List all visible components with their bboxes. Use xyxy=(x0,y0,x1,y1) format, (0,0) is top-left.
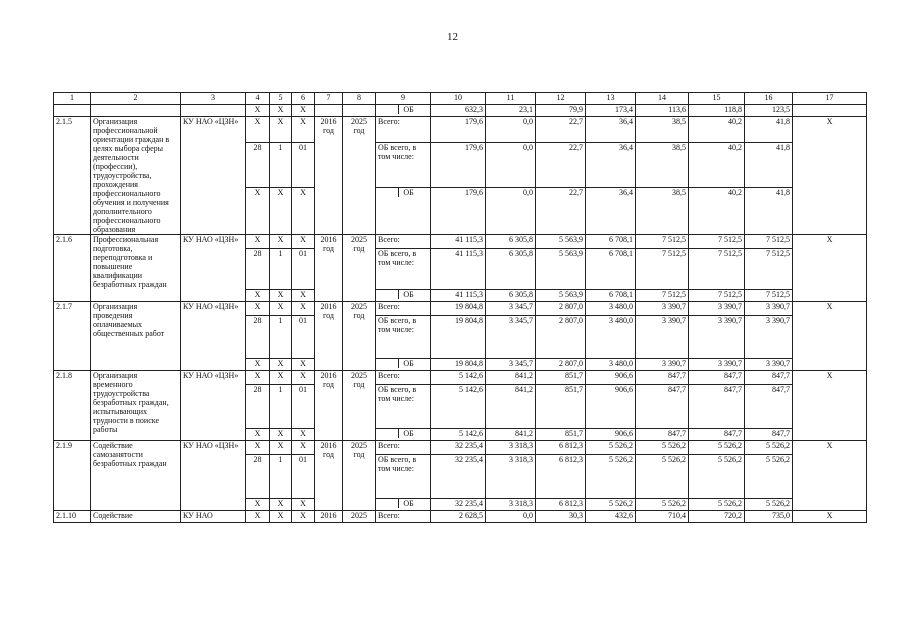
code-cell: X xyxy=(270,117,292,143)
amount-cell: 3 390,7 xyxy=(636,302,689,316)
source-label: ОБ всего, в том числе: xyxy=(376,316,431,359)
amount-cell: 179,6 xyxy=(431,117,486,143)
amount-cell: 3 390,7 xyxy=(745,359,793,371)
amount-cell: 847,7 xyxy=(745,429,793,441)
amount-cell: 2 807,0 xyxy=(536,316,586,359)
amount-cell: 3 390,7 xyxy=(636,359,689,371)
source-label-text: ОБ xyxy=(398,359,413,368)
amount-cell: 720,2 xyxy=(689,511,745,523)
code-cell: X xyxy=(246,429,270,441)
amount-cell: 22,7 xyxy=(536,142,586,187)
amount-cell: 5 526,2 xyxy=(586,441,636,455)
amount-cell: 0,0 xyxy=(486,117,536,143)
code-cell: 01 xyxy=(292,455,315,499)
amount-cell: 41,8 xyxy=(745,142,793,187)
column-header: 16 xyxy=(745,93,793,105)
amount-cell: 5 563,9 xyxy=(536,290,586,302)
row-number: 2.1.6 xyxy=(54,235,91,302)
amount-cell: 906,6 xyxy=(586,385,636,429)
amount-cell: 7 512,5 xyxy=(745,249,793,290)
amount-cell: 79,9 xyxy=(536,105,586,117)
amount-cell: 847,7 xyxy=(689,371,745,385)
amount-cell: 41 115,3 xyxy=(431,290,486,302)
amount-cell: 19 804,8 xyxy=(431,316,486,359)
code-cell: 1 xyxy=(270,142,292,187)
amount-cell: 5 563,9 xyxy=(536,235,586,249)
amount-cell: 40,2 xyxy=(689,187,745,234)
budget-row xyxy=(54,235,867,249)
source-label xyxy=(376,290,431,302)
source-label xyxy=(376,187,431,234)
code-cell: X xyxy=(292,235,315,249)
amount-cell: 851,7 xyxy=(536,385,586,429)
amount-cell: 179,6 xyxy=(431,187,486,234)
code-cell: 1 xyxy=(270,385,292,429)
amount-cell: 432,6 xyxy=(586,511,636,523)
code-cell: X xyxy=(270,105,292,117)
amount-cell: 847,7 xyxy=(689,385,745,429)
amount-cell: 7 512,5 xyxy=(745,290,793,302)
budget-row xyxy=(54,511,867,523)
amount-cell: 0,0 xyxy=(486,511,536,523)
column-header: 6 xyxy=(292,93,315,105)
budget-row xyxy=(54,302,867,316)
executor: КУ НАО xyxy=(181,511,246,523)
amount-cell: 5 142,6 xyxy=(431,385,486,429)
code-cell: X xyxy=(292,429,315,441)
code-cell: X xyxy=(270,290,292,302)
code-cell: X xyxy=(292,105,315,117)
code-cell: X xyxy=(246,302,270,316)
note-cell: X xyxy=(793,302,867,371)
amount-cell: 841,2 xyxy=(486,385,536,429)
code-cell: X xyxy=(292,511,315,523)
amount-cell: 6 305,8 xyxy=(486,235,536,249)
amount-cell: 7 512,5 xyxy=(689,249,745,290)
amount-cell: 5 526,2 xyxy=(586,455,636,499)
amount-cell: 6 708,1 xyxy=(586,290,636,302)
end-year: 2025 год xyxy=(343,371,376,441)
row-number: 2.1.9 xyxy=(54,441,91,511)
column-header: 15 xyxy=(689,93,745,105)
code-cell: 28 xyxy=(246,249,270,290)
amount-cell: 6 812,3 xyxy=(536,499,586,511)
amount-cell: 41,8 xyxy=(745,117,793,143)
amount-cell: 3 390,7 xyxy=(745,316,793,359)
amount-cell: 5 526,2 xyxy=(745,499,793,511)
amount-cell: 3 318,3 xyxy=(486,455,536,499)
source-label: Всего: xyxy=(376,371,431,385)
amount-cell: 6 305,8 xyxy=(486,290,536,302)
amount-cell: 40,2 xyxy=(689,142,745,187)
amount-cell: 6 812,3 xyxy=(536,455,586,499)
amount-cell: 3 480,0 xyxy=(586,316,636,359)
amount-cell: 5 526,2 xyxy=(689,455,745,499)
code-cell: X xyxy=(270,359,292,371)
code-cell: 28 xyxy=(246,142,270,187)
amount-cell: 2 628,5 xyxy=(431,511,486,523)
event-name: Организация профессиональной ориентации граждан в целях выбора сферы деятельности (профессии), трудоустройства, прохождения профессионального обучения и получения дополнительного профессионального образования xyxy=(91,117,181,235)
amount-cell: 851,7 xyxy=(536,371,586,385)
end-year: 2025 год xyxy=(343,441,376,511)
event-name xyxy=(91,105,181,117)
note-cell: X xyxy=(793,371,867,441)
start-year: 2016 год xyxy=(315,235,343,302)
source-label: Всего: xyxy=(376,441,431,455)
amount-cell: 40,2 xyxy=(689,117,745,143)
amount-cell: 6 305,8 xyxy=(486,249,536,290)
budget-row xyxy=(54,441,867,455)
source-label: Всего: xyxy=(376,302,431,316)
amount-cell: 3 390,7 xyxy=(689,302,745,316)
amount-cell: 847,7 xyxy=(636,371,689,385)
amount-cell: 0,0 xyxy=(486,142,536,187)
code-cell: X xyxy=(246,511,270,523)
event-name: Содействие xyxy=(91,511,181,523)
source-label: Всего: xyxy=(376,117,431,143)
code-cell: X xyxy=(246,499,270,511)
amount-cell: 32 235,4 xyxy=(431,455,486,499)
amount-cell: 5 526,2 xyxy=(636,455,689,499)
code-cell: 28 xyxy=(246,385,270,429)
amount-cell: 7 512,5 xyxy=(745,235,793,249)
code-cell: 1 xyxy=(270,249,292,290)
executor xyxy=(181,105,246,117)
amount-cell: 36,4 xyxy=(586,117,636,143)
code-cell: X xyxy=(246,117,270,143)
source-label-text: ОБ xyxy=(398,499,413,508)
executor: КУ НАО «ЦЗН» xyxy=(181,235,246,302)
amount-cell: 41,8 xyxy=(745,187,793,234)
header-row xyxy=(54,93,867,105)
amount-cell: 23,1 xyxy=(486,105,536,117)
event-name: Организация временного трудоустройства безработных граждан, испытывающих трудности в поиске работы xyxy=(91,371,181,441)
column-header: 8 xyxy=(343,93,376,105)
code-cell: 01 xyxy=(292,142,315,187)
amount-cell: 36,4 xyxy=(586,187,636,234)
amount-cell: 632,3 xyxy=(431,105,486,117)
amount-cell: 41 115,3 xyxy=(431,235,486,249)
end-year: 2025 год xyxy=(343,235,376,302)
amount-cell: 735,0 xyxy=(745,511,793,523)
code-cell: X xyxy=(246,105,270,117)
amount-cell: 3 345,7 xyxy=(486,302,536,316)
source-label: Всего: xyxy=(376,235,431,249)
continuation-row xyxy=(54,105,867,117)
amount-cell: 19 804,8 xyxy=(431,359,486,371)
code-cell: 01 xyxy=(292,249,315,290)
source-label-text: ОБ xyxy=(398,188,413,197)
amount-cell: 5 526,2 xyxy=(745,441,793,455)
start-year xyxy=(315,105,343,117)
code-cell: X xyxy=(270,511,292,523)
amount-cell: 7 512,5 xyxy=(636,235,689,249)
amount-cell: 38,5 xyxy=(636,187,689,234)
code-cell: X xyxy=(246,359,270,371)
amount-cell: 5 526,2 xyxy=(745,455,793,499)
amount-cell: 5 526,2 xyxy=(636,441,689,455)
row-number: 2.1.5 xyxy=(54,117,91,235)
amount-cell: 41 115,3 xyxy=(431,249,486,290)
code-cell: X xyxy=(292,117,315,143)
amount-cell: 5 563,9 xyxy=(536,249,586,290)
amount-cell: 3 345,7 xyxy=(486,316,536,359)
amount-cell: 6 708,1 xyxy=(586,235,636,249)
amount-cell: 36,4 xyxy=(586,142,636,187)
amount-cell: 3 480,0 xyxy=(586,302,636,316)
amount-cell: 3 390,7 xyxy=(745,302,793,316)
column-header: 17 xyxy=(793,93,867,105)
code-cell: X xyxy=(246,441,270,455)
row-number: 2.1.7 xyxy=(54,302,91,371)
amount-cell: 123,5 xyxy=(745,105,793,117)
amount-cell: 0,0 xyxy=(486,187,536,234)
start-year: 2016 год xyxy=(315,371,343,441)
code-cell: 28 xyxy=(246,316,270,359)
column-header: 2 xyxy=(91,93,181,105)
source-label: ОБ всего, в том числе: xyxy=(376,455,431,499)
start-year: 2016 год xyxy=(315,441,343,511)
amount-cell: 6 708,1 xyxy=(586,249,636,290)
amount-cell: 5 526,2 xyxy=(689,441,745,455)
code-cell: X xyxy=(270,187,292,234)
code-cell: X xyxy=(292,290,315,302)
amount-cell: 906,6 xyxy=(586,371,636,385)
executor: КУ НАО «ЦЗН» xyxy=(181,117,246,235)
source-label xyxy=(376,105,431,117)
amount-cell: 841,2 xyxy=(486,429,536,441)
amount-cell: 847,7 xyxy=(636,429,689,441)
column-header: 10 xyxy=(431,93,486,105)
code-cell: 28 xyxy=(246,455,270,499)
code-cell: X xyxy=(292,359,315,371)
end-year xyxy=(343,105,376,117)
amount-cell: 22,7 xyxy=(536,187,586,234)
amount-cell: 3 480,0 xyxy=(586,359,636,371)
amount-cell: 5 142,6 xyxy=(431,429,486,441)
amount-cell: 2 807,0 xyxy=(536,302,586,316)
amount-cell: 38,5 xyxy=(636,142,689,187)
code-cell: X xyxy=(292,499,315,511)
amount-cell: 113,6 xyxy=(636,105,689,117)
start-year: 2016 год xyxy=(315,117,343,235)
note-cell: X xyxy=(793,511,867,523)
amount-cell: 5 526,2 xyxy=(689,499,745,511)
note-cell xyxy=(793,105,867,117)
code-cell: X xyxy=(270,302,292,316)
amount-cell: 7 512,5 xyxy=(636,249,689,290)
end-year: 2025 xyxy=(343,511,376,523)
row-number: 2.1.8 xyxy=(54,371,91,441)
code-cell: 01 xyxy=(292,385,315,429)
code-cell: X xyxy=(270,441,292,455)
amount-cell: 3 345,7 xyxy=(486,359,536,371)
source-label xyxy=(376,429,431,441)
code-cell: X xyxy=(270,235,292,249)
amount-cell: 30,3 xyxy=(536,511,586,523)
amount-cell: 3 318,3 xyxy=(486,441,536,455)
column-header: 5 xyxy=(270,93,292,105)
amount-cell: 3 318,3 xyxy=(486,499,536,511)
source-label-text: ОБ xyxy=(398,105,413,114)
amount-cell: 32 235,4 xyxy=(431,499,486,511)
amount-cell: 847,7 xyxy=(636,385,689,429)
end-year: 2025 год xyxy=(343,302,376,371)
amount-cell: 22,7 xyxy=(536,117,586,143)
source-label: ОБ всего, в том числе: xyxy=(376,385,431,429)
amount-cell: 38,5 xyxy=(636,117,689,143)
amount-cell: 3 390,7 xyxy=(689,359,745,371)
column-header: 13 xyxy=(586,93,636,105)
amount-cell: 3 390,7 xyxy=(689,316,745,359)
start-year: 2016 год xyxy=(315,302,343,371)
page-number: 12 xyxy=(447,31,458,43)
code-cell: X xyxy=(270,499,292,511)
amount-cell: 3 390,7 xyxy=(636,316,689,359)
source-label: ОБ всего, в том числе: xyxy=(376,249,431,290)
code-cell: 1 xyxy=(270,316,292,359)
amount-cell: 118,8 xyxy=(689,105,745,117)
executor: КУ НАО «ЦЗН» xyxy=(181,302,246,371)
amount-cell: 5 526,2 xyxy=(586,499,636,511)
amount-cell: 5 526,2 xyxy=(636,499,689,511)
event-name: Профессиональная подготовка, переподготовка и повышение квалификации безработных граждан xyxy=(91,235,181,302)
amount-cell: 851,7 xyxy=(536,429,586,441)
code-cell: X xyxy=(292,371,315,385)
code-cell: X xyxy=(270,429,292,441)
event-name: Организация проведения оплачиваемых общественных работ xyxy=(91,302,181,371)
amount-cell: 19 804,8 xyxy=(431,302,486,316)
note-cell: X xyxy=(793,117,867,235)
amount-cell: 906,6 xyxy=(586,429,636,441)
budget-table xyxy=(53,92,867,523)
code-cell: X xyxy=(246,187,270,234)
event-name: Содействие самозанятости безработных граждан xyxy=(91,441,181,511)
amount-cell: 5 142,6 xyxy=(431,371,486,385)
code-cell: X xyxy=(292,302,315,316)
code-cell: X xyxy=(270,371,292,385)
amount-cell: 6 812,3 xyxy=(536,441,586,455)
row-number xyxy=(54,105,91,117)
executor: КУ НАО «ЦЗН» xyxy=(181,441,246,511)
amount-cell: 179,6 xyxy=(431,142,486,187)
source-label xyxy=(376,359,431,371)
source-label xyxy=(376,499,431,511)
amount-cell: 7 512,5 xyxy=(636,290,689,302)
amount-cell: 841,2 xyxy=(486,371,536,385)
start-year: 2016 xyxy=(315,511,343,523)
note-cell: X xyxy=(793,235,867,302)
amount-cell: 7 512,5 xyxy=(689,235,745,249)
amount-cell: 847,7 xyxy=(689,429,745,441)
executor: КУ НАО «ЦЗН» xyxy=(181,371,246,441)
column-header: 14 xyxy=(636,93,689,105)
row-number: 2.1.10 xyxy=(54,511,91,523)
code-cell: 01 xyxy=(292,316,315,359)
budget-row xyxy=(54,117,867,143)
code-cell: X xyxy=(292,187,315,234)
column-header: 12 xyxy=(536,93,586,105)
amount-cell: 173,4 xyxy=(586,105,636,117)
amount-cell: 710,4 xyxy=(636,511,689,523)
amount-cell: 7 512,5 xyxy=(689,290,745,302)
column-header: 4 xyxy=(246,93,270,105)
source-label: ОБ всего, в том числе: xyxy=(376,142,431,187)
end-year: 2025 год xyxy=(343,117,376,235)
code-cell: X xyxy=(246,290,270,302)
amount-cell: 2 807,0 xyxy=(536,359,586,371)
column-header: 9 xyxy=(376,93,431,105)
column-header: 1 xyxy=(54,93,91,105)
source-label-text: ОБ xyxy=(398,290,413,299)
source-label: Всего: xyxy=(376,511,431,523)
code-cell: X xyxy=(246,235,270,249)
column-header: 11 xyxy=(486,93,536,105)
amount-cell: 847,7 xyxy=(745,371,793,385)
column-header: 3 xyxy=(181,93,246,105)
source-label-text: ОБ xyxy=(398,429,413,438)
code-cell: 1 xyxy=(270,455,292,499)
code-cell: X xyxy=(246,371,270,385)
amount-cell: 32 235,4 xyxy=(431,441,486,455)
code-cell: X xyxy=(292,441,315,455)
amount-cell: 847,7 xyxy=(745,385,793,429)
note-cell: X xyxy=(793,441,867,511)
column-header: 7 xyxy=(315,93,343,105)
budget-row xyxy=(54,371,867,385)
